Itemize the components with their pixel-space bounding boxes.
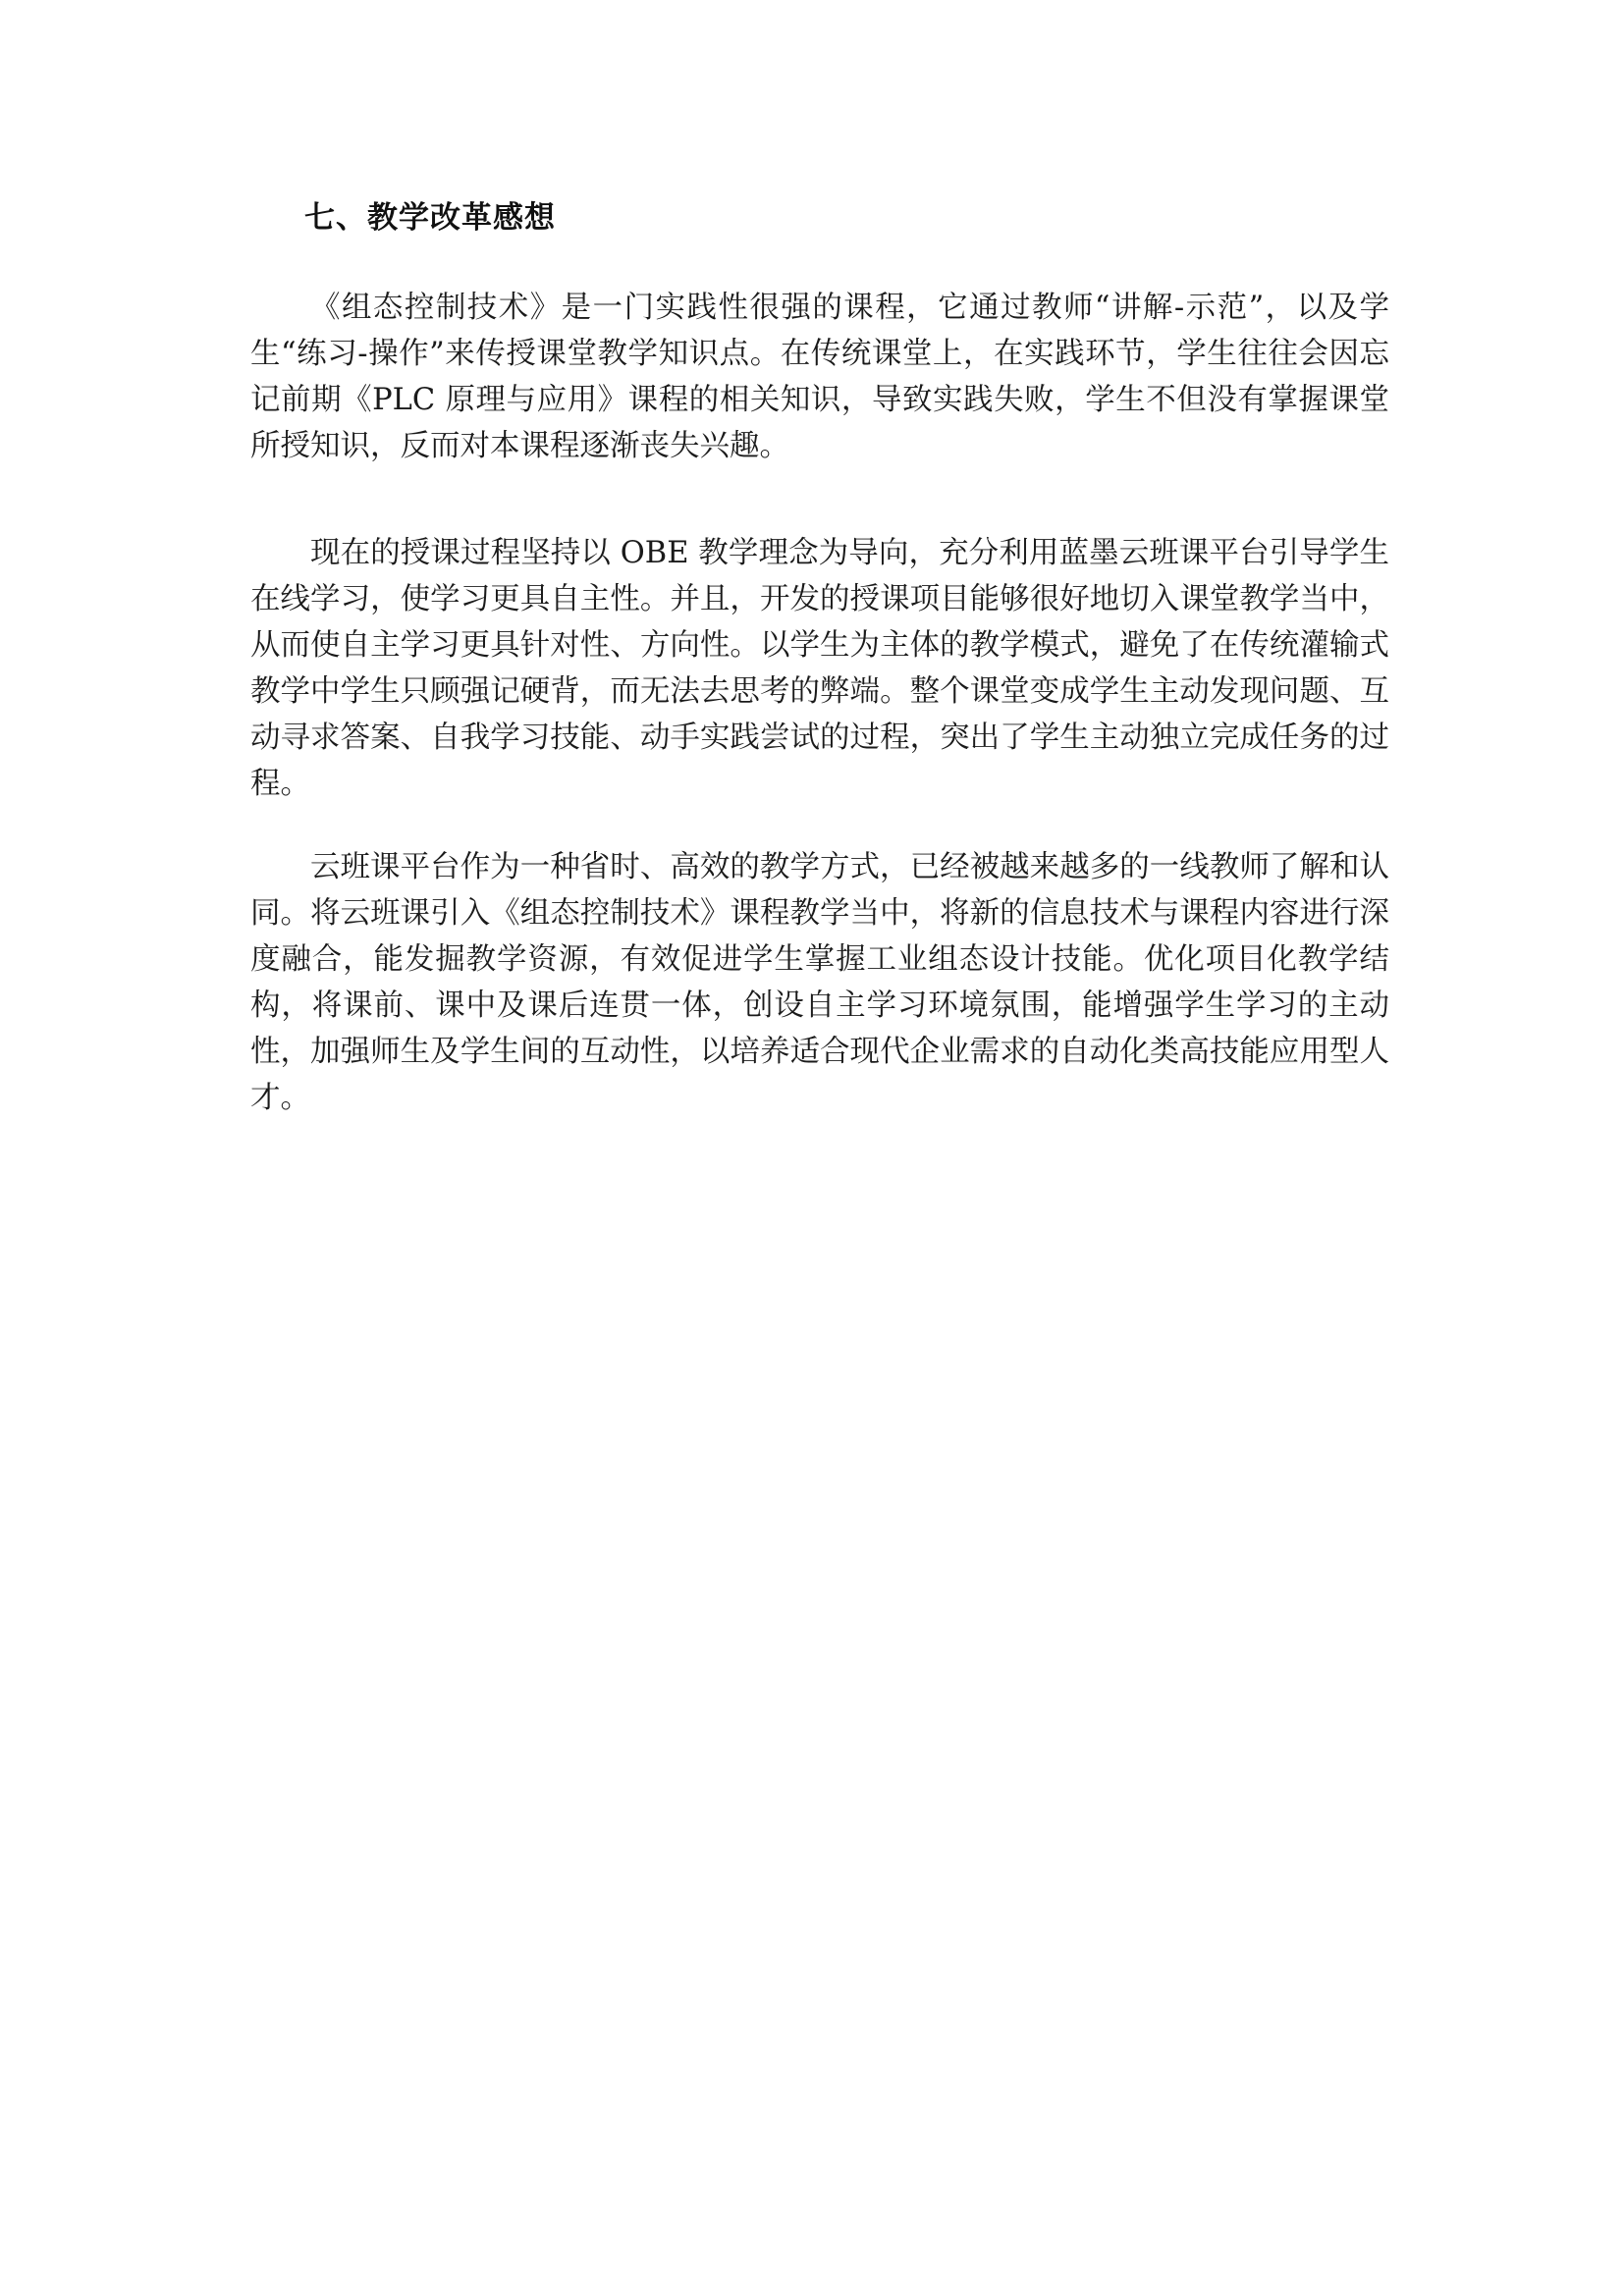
paragraph-obe-teaching: 现在的授课过程坚持以 OBE 教学理念为导向，充分利用蓝墨云班课平台引导学生在线学习，使学习更具自主性。并且，开发的授课项目能够很好地切入课堂教学当中，从而使自主学习更具针对性、方向性。以学生为主体的教学模式，避免了在传统灌输式教学中学生只顾强记硬背，而无法去思考的弊端。整个课堂变成学生主动发现问题、互动寻求答案、自我学习技能、动手实践尝试的过程，突出了学生主动独立完成任务的过程。: [250, 536, 1389, 801]
section-heading: 七、教学改革感想: [304, 200, 556, 236]
paragraph-course-intro: 《组态控制技术》是一门实践性很强的课程，它通过教师“讲解-示范”，以及学生“练习-操作”来传授课堂教学知识点。在传统课堂上，在实践环节，学生往往会因忘记前期《PLC 原理与应用》课程的相关知识，导致实践失败，学生不但没有掌握课堂所授知识，反而对本课程逐渐丧失兴趣。: [250, 291, 1389, 463]
paragraph-cloud-class-platform: 云班课平台作为一种省时、高效的教学方式，已经被越来越多的一线教师了解和认同。将云班课引入《组态控制技术》课程教学当中，将新的信息技术与课程内容进行深度融合，能发掘教学资源，有效促进学生掌握工业组态设计技能。优化项目化教学结构，将课前、课中及课后连贯一体，创设自主学习环境氛围，能增强学生学习的主动性，加强师生及学生间的互动性，以培养适合现代企业需求的自动化类高技能应用型人才。: [250, 850, 1389, 1115]
